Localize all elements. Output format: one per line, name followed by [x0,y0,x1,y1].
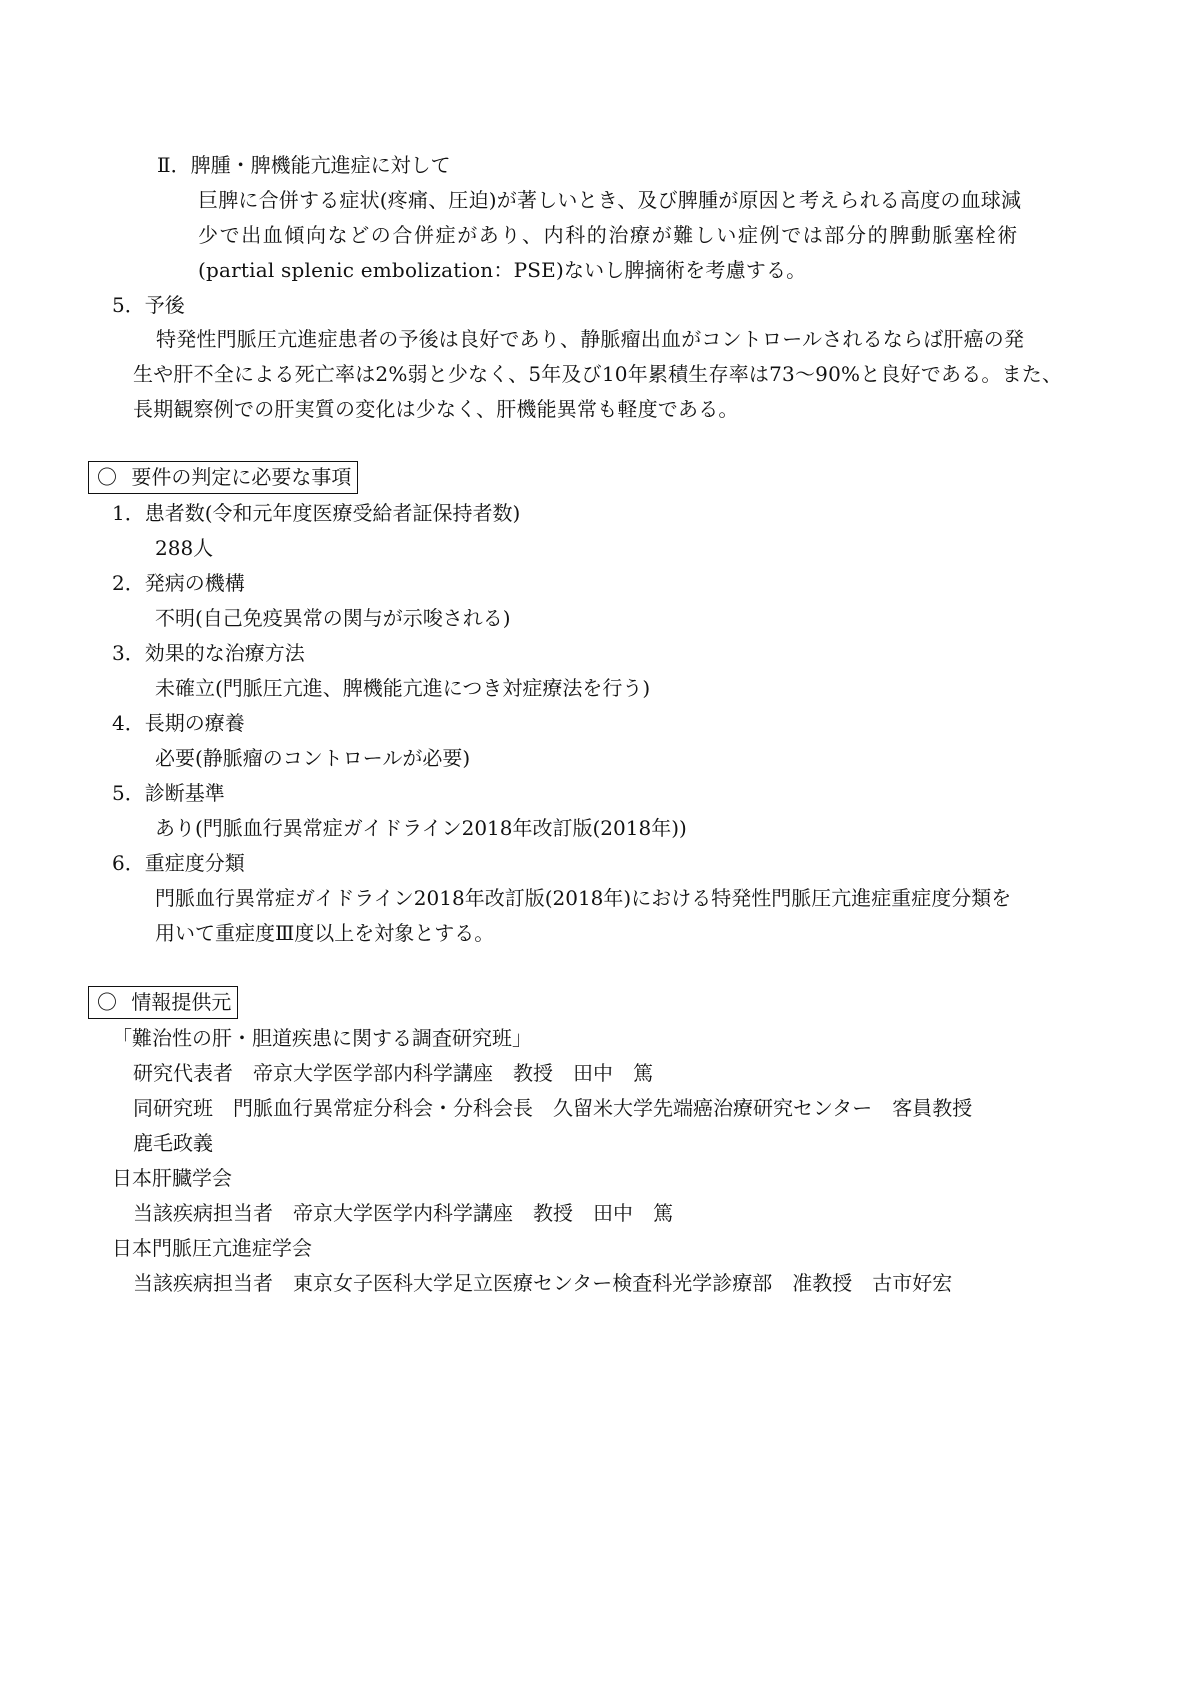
treatment-ii-line-2: 少で出血傾向などの合併症があり、内科的治療が難しい症例では部分的脾動脈塞栓術 [198,223,1019,247]
society-2: 日本門脈圧亢進症学会 [112,1236,312,1260]
research-member: 同研究班 門脈血行異常症分科会・分科会長 久留米大学先端癌治療研究センター 客員教授 [133,1096,973,1120]
req-2-value: 不明(自己免疫異常の関与が示唆される) [155,606,511,630]
requirements-title: 要件の判定に必要な事項 [131,465,352,489]
prognosis-heading: 5．予後 [112,293,185,317]
req-5-value: あり(門脈血行異常症ガイドライン2018年改訂版(2018年)) [155,816,687,840]
req-6-value-2: 用いて重症度Ⅲ度以上を対象とする。 [155,921,495,945]
req-4-value: 必要(静脈瘤のコントロールが必要) [155,746,471,770]
req-1-value: 288人 [155,536,214,560]
research-member-name: 鹿毛政義 [133,1131,213,1155]
req-5-heading: 5．診断基準 [112,781,225,805]
society-1-person: 当該疾病担当者 帝京大学医学内科学講座 教授 田中 篤 [133,1201,673,1225]
requirements-heading-box [88,461,358,494]
society-2-person: 当該疾病担当者 東京女子医科大学足立医療センター検査科光学診療部 准教授 古市好宏 [133,1271,953,1295]
info-heading-box [88,986,238,1019]
req-6-heading: 6．重症度分類 [112,851,245,875]
prognosis-line-1: 特発性門脈圧亢進症患者の予後は良好であり、静脈瘤出血がコントロールされるならば肝癌の発 [156,327,1025,351]
circle-mark: 〇 [97,990,117,1014]
treatment-ii-heading: Ⅱ．脾腫・脾機能亢進症に対して [157,153,451,177]
circle-mark: 〇 [97,465,117,489]
req-6-value-1: 門脈血行異常症ガイドライン2018年改訂版(2018年)における特発性門脈圧亢進症重症度分類を [155,886,1012,910]
req-1-heading: 1．患者数(令和元年度医療受給者証保持者数) [112,501,521,525]
req-4-heading: 4．長期の療養 [112,711,245,735]
req-3-value: 未確立(門脈圧亢進、脾機能亢進につき対症療法を行う) [155,676,651,700]
prognosis-line-3: 長期観察例での肝実質の変化は少なく、肝機能異常も軽度である。 [133,397,739,421]
info-title: 情報提供元 [131,990,232,1014]
treatment-ii-line-3: (partial splenic embolization：PSE)ないし脾摘術を考慮する。 [198,258,807,282]
research-group: 「難治性の肝・胆道疾患に関する調査研究班」 [112,1026,532,1050]
req-3-heading: 3．効果的な治療方法 [112,641,305,665]
research-representative: 研究代表者 帝京大学医学部内科学講座 教授 田中 篤 [133,1061,653,1085]
treatment-ii-line-1: 巨脾に合併する症状(疼痛、圧迫)が著しいとき、及び脾腫が原因と考えられる高度の血球減 [198,188,1022,212]
req-2-heading: 2．発病の機構 [112,571,245,595]
society-1: 日本肝臓学会 [112,1166,232,1190]
prognosis-line-2: 生や肝不全による死亡率は2%弱と少なく、5年及び10年累積生存率は73～90%と良好である。また、 [133,362,1063,386]
